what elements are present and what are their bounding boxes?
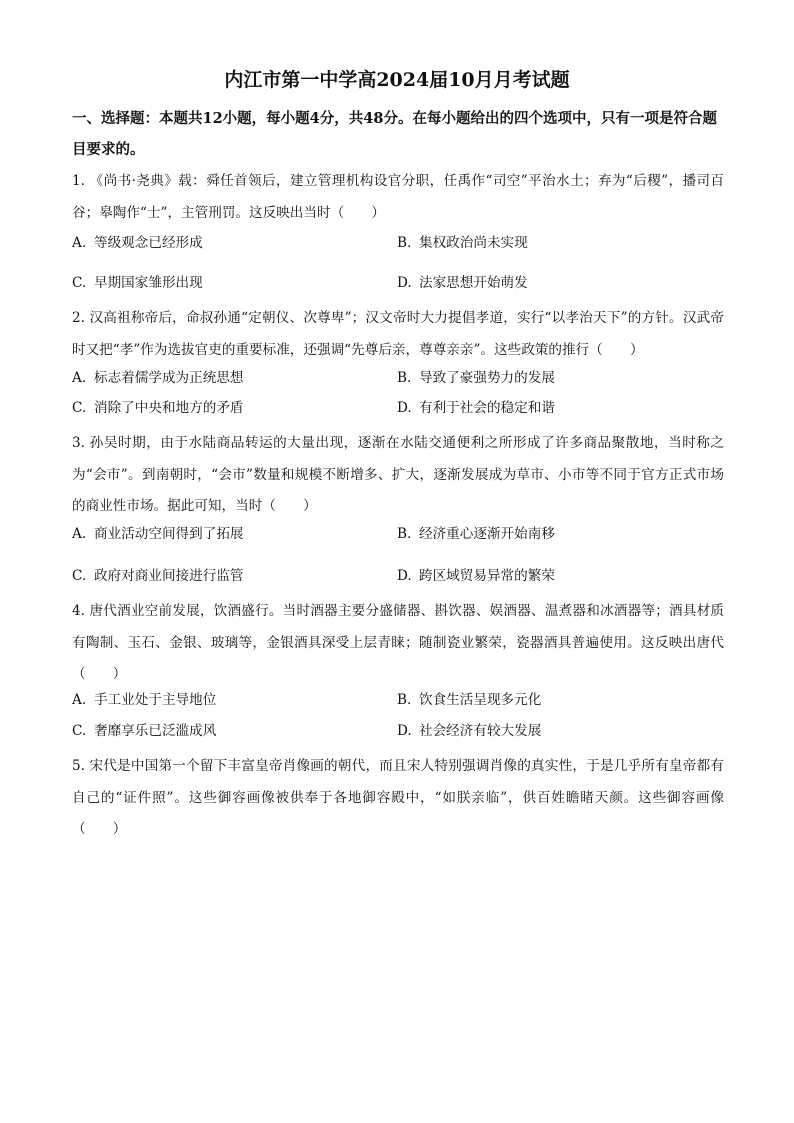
question-1-option-c[interactable]	[72, 273, 203, 293]
question-4-option-a[interactable]	[72, 690, 216, 710]
option-letter: D.	[397, 275, 412, 291]
option-letter: C.	[72, 723, 87, 739]
option-letter: D.	[397, 723, 412, 739]
question-3-option-a[interactable]	[72, 524, 244, 544]
option-letter: A.	[72, 235, 87, 251]
option-text: 政府对商业间接进行监管	[94, 568, 244, 584]
option-letter: B.	[397, 526, 412, 542]
option-text: 饮食生活呈现多元化	[419, 692, 542, 708]
option-letter: C.	[72, 568, 87, 584]
section-heading: 一、选择题：本题共12小题，每小题4分，共48分。在每小题给出的四个选项中，只有一项是符合题目要求的。	[72, 110, 717, 158]
option-text: 等级观念已经形成	[94, 235, 203, 251]
option-text: 集权政治尚未实现	[419, 235, 528, 251]
question-2-option-a[interactable]	[72, 368, 244, 388]
option-text: 早期国家雏形出现	[94, 275, 203, 291]
question-1-option-a[interactable]	[72, 233, 203, 253]
option-letter: D.	[397, 568, 412, 584]
option-text: 奢靡享乐已泛滥成风	[94, 723, 217, 739]
option-letter: C.	[72, 275, 87, 291]
question-1-stem: 1. 《尚书·尧典》载：舜任首领后，建立管理机构设官分职，任禹作“司空”平治水土；弃为“后稷”，播司百谷；皋陶作“士”，主管刑罚。这反映出当时（ ）	[72, 173, 724, 221]
option-letter: B.	[397, 692, 412, 708]
option-letter: B.	[397, 370, 412, 386]
question-3-option-d[interactable]	[397, 566, 555, 586]
option-text: 经济重心逐渐开始南移	[419, 526, 555, 542]
option-text: 手工业处于主导地位	[94, 692, 217, 708]
question-3-option-b[interactable]	[397, 524, 555, 544]
option-text: 商业活动空间得到了拓展	[94, 526, 244, 542]
option-letter: A.	[72, 692, 87, 708]
question-4-option-b[interactable]	[397, 690, 541, 710]
question-2-option-b[interactable]	[397, 368, 555, 388]
option-text: 法家思想开始萌发	[419, 275, 528, 291]
question-1-option-d[interactable]	[397, 273, 528, 293]
option-text: 社会经济有较大发展	[419, 723, 542, 739]
question-3-stem: 3. 孙吴时期，由于水陆商品转运的大量出现，逐渐在水陆交通便利之所形成了许多商品聚散地，当时称之为“会市”。到南朝时，“会市”数量和规模不断增多、扩大，逐渐发展成为草市、小市等不同于官方正式市场的商业性市场。据此可知，当时（ ）	[72, 435, 724, 514]
option-text: 标志着儒学成为正统思想	[94, 370, 244, 386]
option-letter: C.	[72, 400, 87, 416]
option-text: 消除了中央和地方的矛盾	[94, 400, 244, 416]
question-2-option-d[interactable]	[397, 398, 555, 418]
option-letter: A.	[72, 370, 87, 386]
question-3-option-c[interactable]	[72, 566, 244, 586]
option-letter: A.	[72, 526, 87, 542]
option-text: 跨区域贸易异常的繁荣	[419, 568, 555, 584]
question-2-option-c[interactable]	[72, 398, 244, 418]
question-1-option-b[interactable]	[397, 233, 528, 253]
question-2-stem: 2. 汉高祖称帝后，命叔孙通“定朝仪、次尊卑”；汉文帝时大力提倡孝道，实行“以孝治天下”的方针。汉武帝时又把“孝”作为选拔官吏的重要标准，还强调“先尊后亲，尊尊亲亲”。这些政策的推行（ ）	[72, 310, 724, 358]
question-5-stem: 5. 宋代是中国第一个留下丰富皇帝肖像画的朝代，而且宋人特别强调肖像的真实性，于是几乎所有皇帝都有自己的“证件照”。这些御容画像被供奉于各地御容殿中，“如朕亲临”，供百姓瞻睹天颜。这些御容画像（ ）	[72, 758, 724, 837]
option-text: 导致了豪强势力的发展	[419, 370, 555, 386]
option-letter: B.	[397, 235, 412, 251]
option-letter: D.	[397, 400, 412, 416]
question-4-option-c[interactable]	[72, 721, 216, 741]
option-text: 有利于社会的稳定和谐	[419, 400, 555, 416]
question-4-option-d[interactable]	[397, 721, 541, 741]
question-4-stem: 4. 唐代酒业空前发展，饮酒盛行。当时酒器主要分盛储器、斟饮器、娱酒器、温煮器和冰酒器等；酒具材质有陶制、玉石、金银、玻璃等，金银酒具深受上层青睐；随制瓷业繁荣，瓷器酒具普遍使用。这反映出唐代（ ）	[72, 603, 724, 682]
exam-title: 内江市第一中学高2024届10月月考试题	[224, 69, 570, 91]
